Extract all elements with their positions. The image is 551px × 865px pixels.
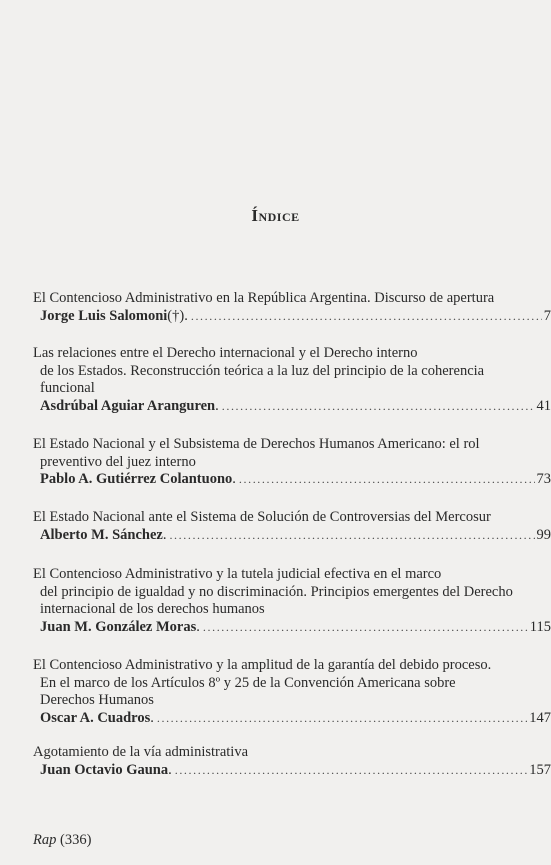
- entry-title-line: del principio de igualdad y no discriminación. Principios emergentes del Derecho: [40, 583, 513, 600]
- entry-author-suffix: .: [168, 761, 172, 778]
- page-title: Índice: [251, 206, 300, 225]
- entry-title-line: El Contencioso Administrativo y la tutela judicial efectiva en el marco: [33, 566, 442, 582]
- entry-title-line: Derechos Humanos: [40, 692, 154, 708]
- dot-leader: [239, 471, 535, 489]
- entry-title-line: Las relaciones entre el Derecho internacional y el Derecho interno: [33, 345, 418, 361]
- entry-author: Oscar A. Cuadros: [40, 709, 151, 726]
- entry-author-row: [0, 398, 551, 416]
- entry-title-line: Agotamiento de la vía administrativa: [33, 744, 249, 760]
- entry-title-line: El Estado Nacional ante el Sistema de Solución de Controversias del Mercosur: [33, 509, 491, 525]
- entry-author-suffix: .: [232, 471, 236, 487]
- entry-title-line: El Contencioso Administrativo en la República Argentina. Discurso de apertura: [33, 290, 495, 306]
- entry-author: Juan Octavio Gauna: [40, 761, 169, 778]
- toc-entry: [0, 657, 551, 727]
- toc-entry: [0, 290, 551, 325]
- dot-leader: [157, 710, 527, 728]
- entry-author-suffix: .: [196, 618, 200, 635]
- entry-author-suffix: (†).: [167, 307, 188, 324]
- entry-title-line: El Estado Nacional y el Subsistema de Derechos Humanos Americano: el rol: [33, 436, 480, 452]
- toc-entry: [0, 345, 551, 415]
- dot-leader: [222, 398, 535, 416]
- entry-title-line: funcional: [40, 380, 95, 396]
- entry-author-row: [0, 527, 551, 545]
- entry-author: Juan M. González Moras: [40, 618, 197, 635]
- entry-author: Pablo A. Gutiérrez Colantuono: [40, 471, 233, 487]
- entry-author: Asdrúbal Aguiar Aranguren: [40, 397, 216, 414]
- entry-page-number: 73: [536, 471, 551, 487]
- entry-title-line: El Contencioso Administrativo y la amplitud de la garantía del debido proceso.: [33, 657, 492, 673]
- entry-page-number: 41: [536, 397, 551, 414]
- dot-leader: [175, 762, 528, 780]
- entry-author-row: [0, 710, 551, 728]
- entry-author-row: [0, 471, 551, 489]
- entry-page-number: 147: [529, 709, 551, 726]
- entry-author-row: [0, 619, 551, 637]
- entry-author-suffix: .: [215, 397, 219, 414]
- entry-author-suffix: .: [150, 709, 154, 726]
- issue-number: (336): [59, 832, 92, 848]
- journal-name: Rap: [33, 832, 57, 848]
- dot-leader: [203, 619, 528, 637]
- entry-author: Alberto M. Sánchez: [40, 526, 163, 543]
- dot-leader: [169, 527, 534, 545]
- entry-author-row: [0, 762, 551, 780]
- entry-author: Jorge Luis Salomoni: [40, 307, 168, 324]
- toc-entry: [0, 509, 551, 544]
- entry-title-line: preventivo del juez interno: [40, 453, 196, 470]
- entry-title-line: de los Estados. Reconstrucción teórica a la luz del principio de la coherencia: [40, 362, 485, 379]
- entry-author-suffix: .: [162, 526, 167, 543]
- page-footer: [33, 832, 91, 849]
- entry-author-row: [0, 308, 551, 326]
- entry-page-number: 7: [543, 307, 551, 324]
- toc-entry: [0, 566, 551, 636]
- entry-title-line: internacional de los derechos humanos: [40, 601, 265, 617]
- toc-entry: [0, 744, 551, 779]
- entry-page-number: 157: [529, 761, 551, 778]
- dot-leader: [191, 308, 542, 326]
- entry-page-number: 115: [529, 618, 551, 635]
- entry-title-line: En el marco de los Artículos 8º y 25 de la Convención Americana sobre: [40, 674, 456, 691]
- toc-entry: [0, 436, 551, 489]
- entry-page-number: 99: [536, 526, 551, 543]
